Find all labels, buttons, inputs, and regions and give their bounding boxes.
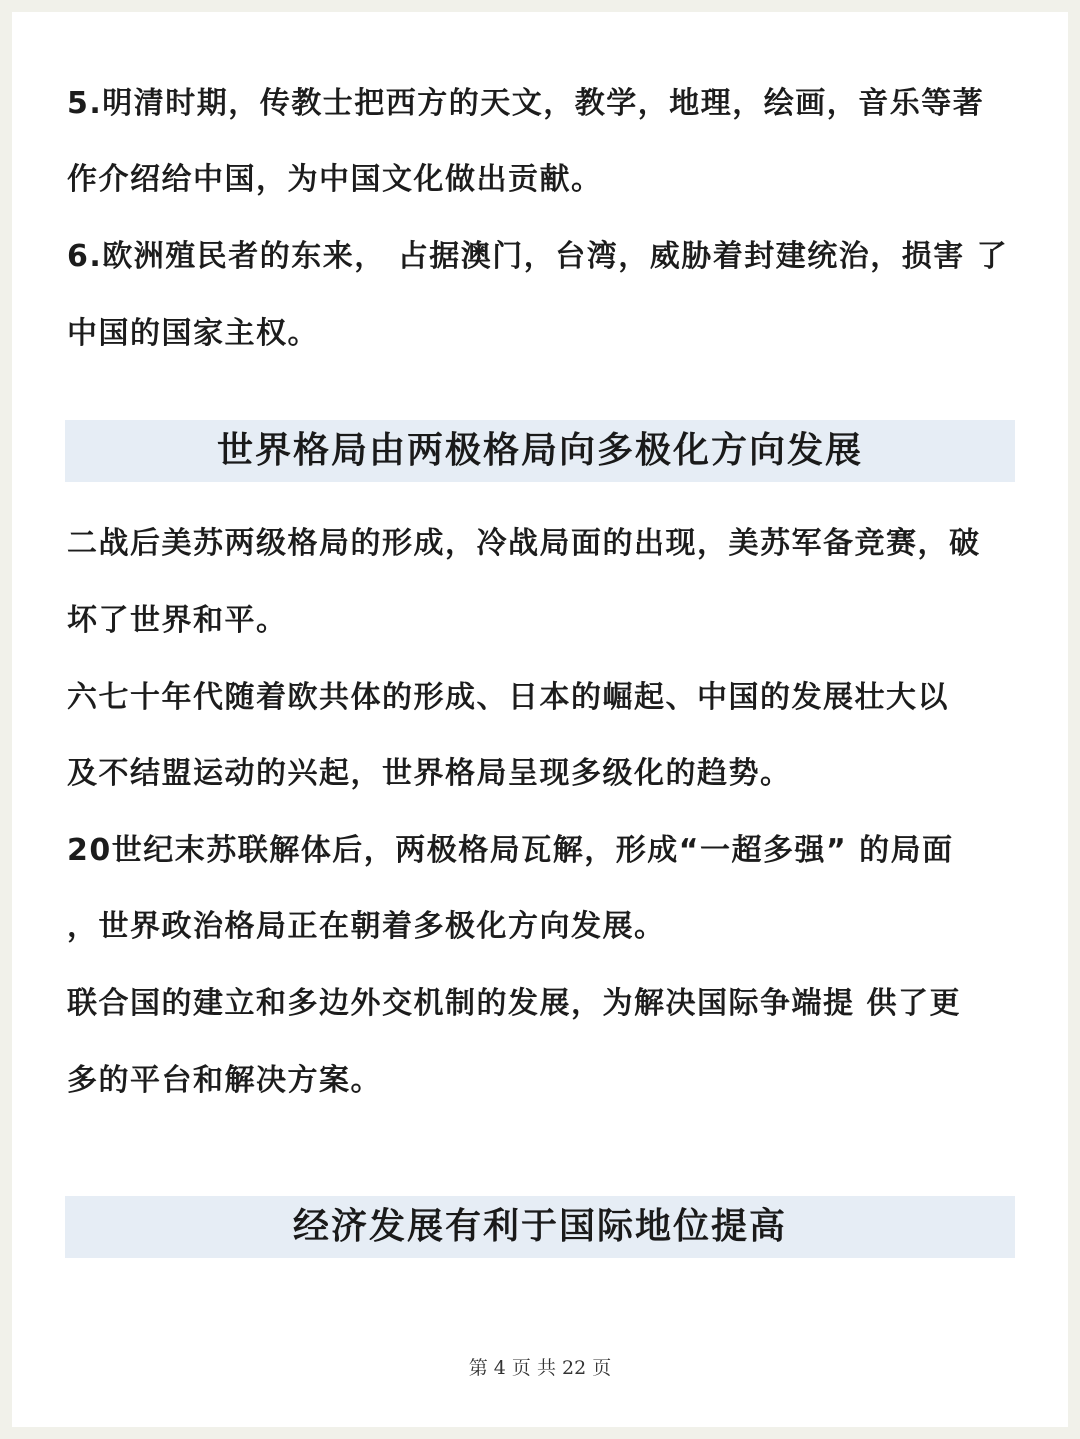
text-line: 二战后美苏两级格局的形成，冷战局面的出现，美苏军备竞赛，破	[67, 526, 981, 561]
text-line: ，世界政治格局正在朝着多极化方向发展。	[67, 909, 666, 944]
document-page	[12, 12, 1068, 1427]
text-line: 坏了世界和平。	[67, 603, 288, 638]
section-heading-banner	[65, 420, 1015, 482]
section-heading: 世界格局由两极格局向多极化方向发展	[216, 430, 863, 471]
text-line: 多的平台和解决方案。	[67, 1063, 382, 1098]
text-line: 20世纪末苏联解体后，两极格局瓦解，形成“一超多强” 的局面	[67, 833, 954, 868]
text-line: 及不结盟运动的兴起，世界格局呈现多级化的趋势。	[67, 756, 792, 791]
text-line: 联合国的建立和多边外交机制的发展，为解决国际争端提 供了更	[67, 986, 961, 1021]
text-line: 5.明清时期，传教士把西方的天文，教学，地理，绘画，音乐等著	[67, 86, 985, 121]
text-line: 作介绍给中国，为中国文化做出贡献。	[67, 162, 603, 197]
text-line: 六七十年代随着欧共体的形成、日本的崛起、中国的发展壮大以	[67, 680, 949, 715]
section-heading: 经济发展有利于国际地位提高	[292, 1206, 787, 1247]
section-heading-banner	[65, 1196, 1015, 1258]
text-line: 中国的国家主权。	[67, 316, 319, 351]
text-line: 6.欧洲殖民者的东来， 占据澳门，台湾，威胁着封建统治，损害 了	[67, 239, 1009, 274]
page-number: 第 4 页 共 22 页	[468, 1357, 612, 1379]
